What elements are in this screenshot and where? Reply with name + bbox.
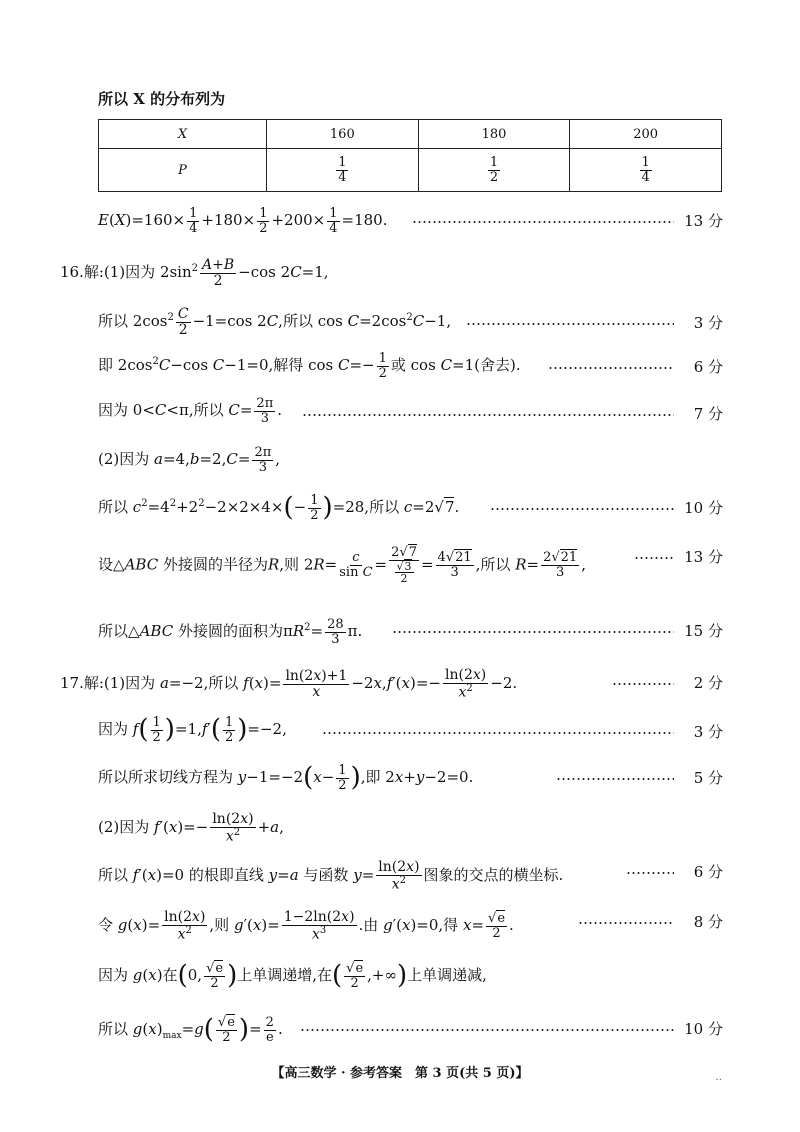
q17-line3: 所以所求切线方程为 y−1=−2(x− $\frac{1}{2}$ ),即 2x+y−2=0. bbox=[98, 762, 474, 793]
score-label: 13 分 bbox=[684, 212, 723, 230]
leader-dots bbox=[612, 683, 674, 685]
q16-line3: 即 $2\cos^2C-\cos$ C−1=0,解得 cos C=− $\frac{1}{2}$ 或 cos C=1(舍去). bbox=[98, 351, 521, 381]
score-label: 7 分 bbox=[693, 405, 723, 423]
table-cell: 180 bbox=[418, 120, 570, 149]
distribution-table bbox=[98, 119, 722, 192]
leader-dots bbox=[322, 732, 674, 734]
leader-dots bbox=[634, 557, 674, 559]
leader-dots bbox=[556, 778, 674, 780]
score-label: 10 分 bbox=[684, 499, 723, 517]
q16-line8: 所以△ABC 外接圆的面积为$\pi R^2=$ $\frac{28}{3}$ π. bbox=[98, 617, 363, 647]
page-footer: 【高三数学 · 参考答案 第 3 页(共 5 页)】 bbox=[271, 1066, 529, 1081]
score-label: 2 分 bbox=[693, 674, 723, 692]
score-label: 13 分 bbox=[684, 548, 723, 566]
table-cell: P bbox=[99, 149, 267, 192]
table-cell: 160 bbox=[267, 120, 419, 149]
score-label: 3 分 bbox=[693, 314, 723, 332]
q17-line1: 17.解:(1)因为 a=−2,所以 f(x)= $\frac{\ln(2x)+1}{x}$ −2x,f′(x)=− $\frac{\ln(2x)}{x^2}$ −2. bbox=[60, 667, 518, 701]
q17-line2: 因为 f( $\frac{1}{2}$ )=1,f′( $\frac{1}{2}$ )=−2, bbox=[98, 714, 287, 745]
q17-line5: 所以 f′(x)=0 的根即直线 y=a 与函数 y= $\frac{\ln(2x)}{x^2}$ 图象的交点的横坐标. bbox=[98, 859, 564, 893]
q16-line5: (2)因为 a=4,b=2,C= $\frac{2\pi}{3}$ , bbox=[98, 445, 281, 475]
q16-line1: 16.解:(1)因为 $2\sin^2$ $\frac{A+B}{2}$ −cos 2C=1, bbox=[60, 257, 329, 289]
expectation-line: E(X)=160× $\frac{1}{4}$ +180× $\frac{1}{2}$ +200× $\frac{1}{4}$ =180. bbox=[98, 206, 388, 236]
leader-dots bbox=[490, 508, 674, 510]
q17-line8: 所以 $g(x)_{max}=g$( $\frac{√e}{2}$ )= $\frac{2}{e}$ . bbox=[98, 1014, 283, 1045]
score-label: 5 分 bbox=[693, 769, 723, 787]
leader-dots bbox=[578, 922, 674, 924]
q17-line7: 因为 g(x)在(0, $\frac{√e}{2}$ )上单调递增,在( $\frac{√e}{2}$ ,+∞)上单调递减, bbox=[98, 960, 487, 991]
table-row bbox=[99, 149, 722, 192]
score-label: 10 分 bbox=[684, 1020, 723, 1038]
leader-dots bbox=[548, 367, 674, 369]
score-label: 15 分 bbox=[684, 622, 723, 640]
score-label: 6 分 bbox=[693, 358, 723, 376]
leader-dots bbox=[466, 323, 674, 325]
leader-dots bbox=[412, 221, 674, 223]
leader-dots bbox=[300, 1029, 674, 1031]
q17-line6: 令 g(x)= $\frac{\ln(2x)}{x^2}$ ,则 g′(x)= $\frac{1-2\ln(2x)}{x^3}$ .由 g′(x)=0,得 x= $\frac{√e}{2}$ . bbox=[98, 909, 514, 943]
intro-text: 所以 X 的分布列为 bbox=[98, 90, 226, 108]
footer-mark: ‥ bbox=[715, 1072, 722, 1083]
score-label: 3 分 bbox=[693, 723, 723, 741]
leader-dots bbox=[392, 631, 674, 633]
table-cell: X bbox=[99, 120, 267, 149]
leader-dots bbox=[302, 414, 674, 416]
table-cell: $\frac{1}{4}$ bbox=[267, 149, 419, 192]
table-cell: $\frac{1}{4}$ bbox=[570, 149, 722, 192]
table-cell: 200 bbox=[570, 120, 722, 149]
q16-line7: 设△ABC 外接圆的半径为R,则 2R= $\frac{c}{\text{sin C}}$ = 2√7 √3 2 = $\frac{4√21}{3}$ ,所以 R= $\frac{2√21}{3}$ , bbox=[98, 545, 586, 586]
q16-line2: 所以 $2\cos^2$ $\frac{C}{2}$ −1=cos 2C,所以 $\cos C=2\cos^2C-1$, bbox=[98, 306, 452, 338]
table-cell: $\frac{1}{2}$ bbox=[418, 149, 570, 192]
score-label: 6 分 bbox=[693, 863, 723, 881]
q16-line6: 所以 $c^2=4^2+2^2-2\times 2\times 4\times(-$ $\frac{1}{2}$ )=28,所以 c=2√7. bbox=[98, 492, 460, 523]
score-label: 8 分 bbox=[693, 913, 723, 931]
leader-dots bbox=[626, 872, 674, 874]
table-row bbox=[99, 120, 722, 149]
q16-line4: 因为 0<C<π,所以 C= $\frac{2\pi}{3}$ . bbox=[98, 396, 283, 426]
q17-line4: (2)因为 f′(x)=− $\frac{\ln(2x)}{x^2}$ +a, bbox=[98, 811, 284, 845]
